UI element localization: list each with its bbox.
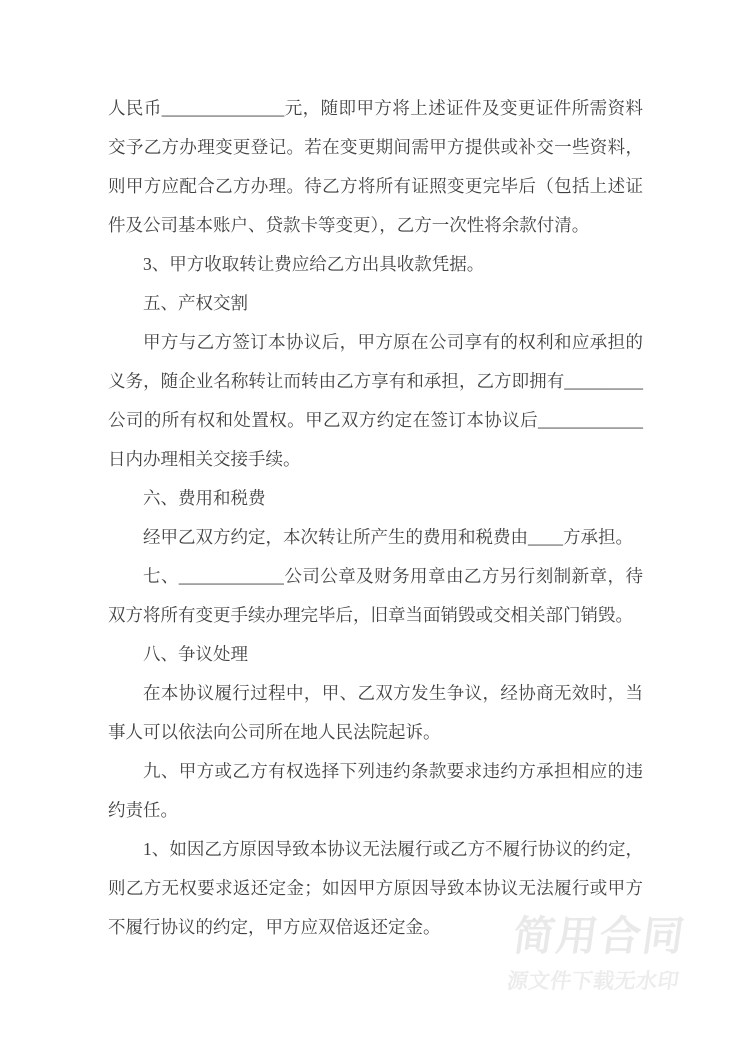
contract-paragraph: 在本协议履行过程中，甲、乙双方发生争议，经协商无效时，当事人可以依法向公司所在地人民法院起诉。 [108, 683, 643, 742]
contract-paragraph: 甲方与乙方签订本协议后，甲方原在公司享有的权利和应承担的义务，随企业名称转让而转由乙方享有和承担，乙方即拥有_________公司的所有权和处置权。甲乙双方约定在签订本协议后____________日内办理相关交接手续。 [108, 332, 643, 469]
contract-paragraph: 六、费用和税费 [143, 488, 266, 508]
watermark-subtitle: 源文件下载无水印 [505, 970, 681, 994]
watermark [505, 914, 688, 995]
contract-text-body [108, 89, 643, 947]
contract-paragraph: 七、____________公司公章及财务用章由乙方另行刻制新章，待双方将所有变更手续办理完毕后，旧章当面销毁或交相关部门销毁。 [108, 566, 643, 625]
watermark-title: 简用合同 [510, 913, 689, 959]
contract-paragraph: 九、甲方或乙方有权选择下列违约条款要求违约方承担相应的违约责任。 [108, 761, 643, 820]
contract-paragraph: 人民币______________元，随即甲方将上述证件及变更证件所需资料交予乙方办理变更登记。若在变更期间需甲方提供或补交一些资料，则甲方应配合乙方办理。待乙方将所有证照变更完毕后（包括上述证件及公司基本账户、贷款卡等变更），乙方一次性将余款付清。 [108, 98, 643, 235]
contract-paragraph: 五、产权交割 [143, 293, 248, 313]
contract-paragraph: 1、如因乙方原因导致本协议无法履行或乙方不履行协议的约定，则乙方无权要求返还定金；如因甲方原因导致本协议无法履行或甲方不履行协议的约定，甲方应双倍返还定金。 [108, 839, 643, 937]
contract-paragraph: 八、争议处理 [143, 644, 248, 664]
contract-paragraph: 经甲乙双方约定，本次转让所产生的费用和税费由____方承担。 [143, 527, 633, 547]
contract-paragraph: 3、甲方收取转让费应给乙方出具收款凭据。 [143, 254, 485, 274]
